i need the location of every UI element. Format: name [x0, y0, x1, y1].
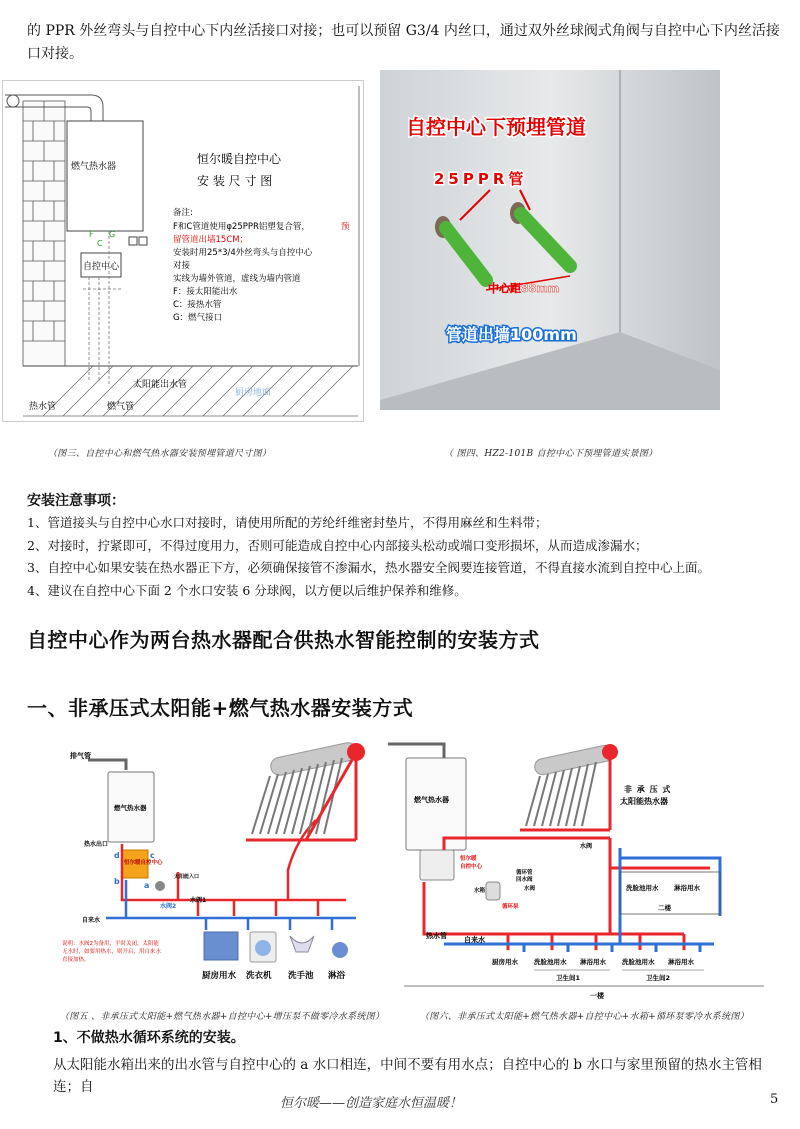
- letter-b: b: [114, 877, 120, 886]
- kitchen-sink-icon: [204, 932, 238, 960]
- fig3-note-4: 对接: [173, 261, 191, 271]
- figure-3-svg: [3, 81, 363, 421]
- page-footer: 恒尔暖——创造家庭水恒温暖！: [280, 1096, 463, 1111]
- valve-label: 水阀: [524, 886, 536, 892]
- bath1-label: 卫生间1: [556, 974, 581, 982]
- dimension-mark-1: [129, 237, 137, 245]
- tank-label: 水箱: [474, 888, 486, 894]
- fixture-label: 洗衣机: [246, 971, 272, 981]
- tank-icon: [486, 882, 500, 900]
- control-center-box: [420, 850, 454, 880]
- note-item: 1、管道接头与自控中心水口对接时，请使用所配的芳纶纤维密封垫片，不得用麻丝和生料带；: [27, 515, 548, 530]
- letter-f: F: [89, 230, 94, 239]
- figure-6-svg: [384, 738, 780, 1002]
- gas-heater-box: [67, 121, 143, 231]
- fig3-title-1: 恒尔暖自控中心: [197, 152, 282, 166]
- heater-label: 燃气热水器: [71, 162, 117, 172]
- solar-inlet-label: 太阳能入口: [174, 874, 200, 880]
- intro-paragraph: 的 PPR 外丝弯头与自控中心下内丝活接口对接；也可以预留 G3/4 内丝口，通过双外丝球阀式角阀与自控中心下内丝活接口对接。: [27, 23, 780, 62]
- fig3-notes: [173, 207, 350, 323]
- hot-pipes: [122, 820, 346, 916]
- section-heading: 自控中心作为两台热水器配合供热水智能控制的安装方式: [27, 628, 540, 652]
- fig3-note-1a: F和C管道使用φ25PPR铝塑复合管，: [173, 222, 310, 232]
- exhaust-label: 排气管: [70, 752, 91, 760]
- pump-label: 循环泵: [502, 904, 519, 910]
- fig3-note-3: 安装时用25*3/4外丝弯头与自控中心: [173, 248, 313, 258]
- first-floor-fixtures: [492, 957, 695, 966]
- gas-pipe-label: 燃气管: [107, 402, 135, 412]
- solar-label-2: 太阳能热水器: [620, 797, 668, 806]
- solar-label-1: 非 承 压 式: [624, 785, 672, 794]
- exhaust-pipe: [388, 744, 444, 758]
- cold-in-label: 自来水: [82, 917, 101, 924]
- floor-label: 厨房地面: [235, 388, 272, 398]
- letter-c: C: [97, 239, 103, 248]
- bottom-fixture-label: 洗脸池用水: [622, 958, 655, 966]
- pipe-in-label: 水阀: [580, 843, 593, 850]
- fig3-note-g: G：燃气接口: [173, 313, 223, 323]
- figure-5-svg: [56, 740, 376, 1002]
- installation-paragraph: 从太阳能水箱出来的出水管与自控中心的 a 水口相连，中间不要有用水点；自控中心的 b 水口与家里预留的热水主管相连；自: [53, 1057, 762, 1095]
- letter-a: a: [144, 881, 150, 890]
- shower-icon: [332, 942, 348, 958]
- cold-in-label: 自来水: [464, 936, 485, 944]
- note-item: 2、对接时，拧紧即可，不得过度用力，否则可能造成自控中心内部接头松动或端口变形损坏，从而造成渗漏水；: [27, 537, 648, 553]
- letter-c: c: [150, 851, 155, 860]
- top-wash-label: 洗脸池用水: [626, 884, 659, 892]
- fig3-title-2: 安 装 尺 寸 图: [197, 174, 273, 188]
- fig3-note-5: 实线为墙外管道，虚线为墙内管道: [173, 274, 301, 284]
- photo-title: 自控中心下预埋管道: [406, 115, 586, 139]
- distance-label: 中心距88mm: [488, 282, 560, 295]
- heater-box: [406, 758, 466, 850]
- bottom-fixture-label: 厨房用水: [492, 958, 518, 966]
- floor2-label: 二楼: [658, 904, 671, 912]
- fixture-label: 洗手池: [288, 971, 314, 981]
- hot-pipes: [424, 838, 710, 950]
- top-shower-label: 淋浴用水: [674, 884, 700, 892]
- fig3-note-f: F：接太阳能出水: [173, 287, 238, 297]
- subsection-heading: 一、非承压式太阳能+燃气热水器安装方式: [27, 696, 414, 720]
- figure-4-photo: [380, 70, 720, 410]
- floor1-label: 一楼: [590, 992, 604, 1000]
- pump-icon: [155, 881, 165, 891]
- control-center-label: 恒尔暖自控中心: [124, 860, 163, 866]
- page-number: 5: [770, 1092, 779, 1107]
- exhaust-pipe: [88, 760, 126, 770]
- fixture-label: 淋浴: [328, 971, 346, 981]
- hot-pipe-label: 热水管: [29, 402, 57, 412]
- notes-list: [27, 512, 787, 602]
- fig3-notes-label: 备注:: [173, 208, 193, 218]
- letter-d: d: [114, 851, 120, 860]
- out-wall-label: 管道出墙100mm: [446, 325, 577, 344]
- second-floor-box: [620, 872, 720, 914]
- fig3-note-1b: 预: [341, 222, 350, 232]
- figure-5-system-diagram: [56, 740, 376, 1002]
- bottom-fixture-label: 洗脸池用水: [534, 958, 567, 966]
- solar-heater: [520, 744, 618, 830]
- heater-label: 燃气热水器: [414, 796, 449, 804]
- letter-g: G: [109, 230, 116, 239]
- bypass-label-1: 循环管: [516, 870, 533, 876]
- figure-6-system-diagram: [384, 738, 780, 1002]
- dimension-mark-2: [139, 237, 147, 245]
- valve1-label: 水阀1: [190, 897, 207, 904]
- bottom-fixture-label: 淋浴用水: [580, 958, 606, 966]
- hot-outlet-label: 热水出口: [84, 841, 109, 848]
- figure-3-installation-drawing: [2, 80, 364, 422]
- bath2-label: 卫生间2: [646, 974, 671, 982]
- brick-wall: [23, 101, 65, 366]
- control-center-label: 自控中心: [83, 262, 120, 272]
- figure-5-caption: （图五 、非承压式太阳能+燃气热水器+自控中心+增压泵不做零冷水系统图）: [60, 1012, 385, 1022]
- figure-4-svg: [380, 70, 720, 410]
- fig5-note: 说明：水阀2为备用，平时关闭，太阳能无水时，如要用热水，则开启，用自来水直接加热。: [62, 941, 162, 963]
- figure-3-caption: （图三、自控中心和燃气热水器安装预埋管道尺寸图）: [48, 449, 272, 459]
- figure-6-caption: （图六、非承压式太阳能+燃气热水器+自控中心+水箱+循环泵零冷水系统图）: [420, 1012, 749, 1022]
- fig5-note-box: [62, 940, 162, 980]
- valve2-label: 水阀2: [160, 903, 177, 910]
- solar-pipe-label: 太阳能出水管: [133, 380, 188, 390]
- bypass-label-2: 回水阀: [516, 877, 533, 883]
- fixture-label: 厨房用水: [202, 971, 237, 981]
- notes-title: 安装注意事项：: [27, 493, 125, 509]
- figure-4-caption: （ 图四、HZ2-101B 自控中心下预埋管道实景图）: [444, 449, 658, 459]
- center-label-2: 自控中心: [460, 864, 483, 870]
- fig3-note-2: 留管道出墙15CM；: [173, 235, 249, 245]
- washing-machine-drum: [255, 940, 271, 956]
- note-item: 3、自控中心如果安装在热水器正下方，必须确保接管不渗漏水，热水器安全阀要连接管道，不得直接水流到自控中心上面。: [27, 560, 710, 575]
- installation-step-heading: 1、不做热水循环系统的安装。: [53, 1030, 245, 1046]
- cold-pipes: [444, 848, 720, 952]
- center-label-1: 恒尔暖: [460, 856, 477, 862]
- pipe-type-label: 25PPR管: [434, 170, 528, 188]
- fig3-note-c: C：接热水管: [173, 300, 222, 310]
- note-item: 4、建议在自控中心下面 2 个水口安装 6 分球阀，以方便以后维护保养和维修。: [27, 582, 467, 598]
- heater-label: 燃气热水器: [114, 804, 147, 812]
- bottom-fixture-label: 淋浴用水: [668, 958, 694, 966]
- solar-heater: [246, 741, 365, 840]
- washbasin-icon: [290, 936, 314, 952]
- hot-pipe-label: 热水管: [426, 932, 447, 940]
